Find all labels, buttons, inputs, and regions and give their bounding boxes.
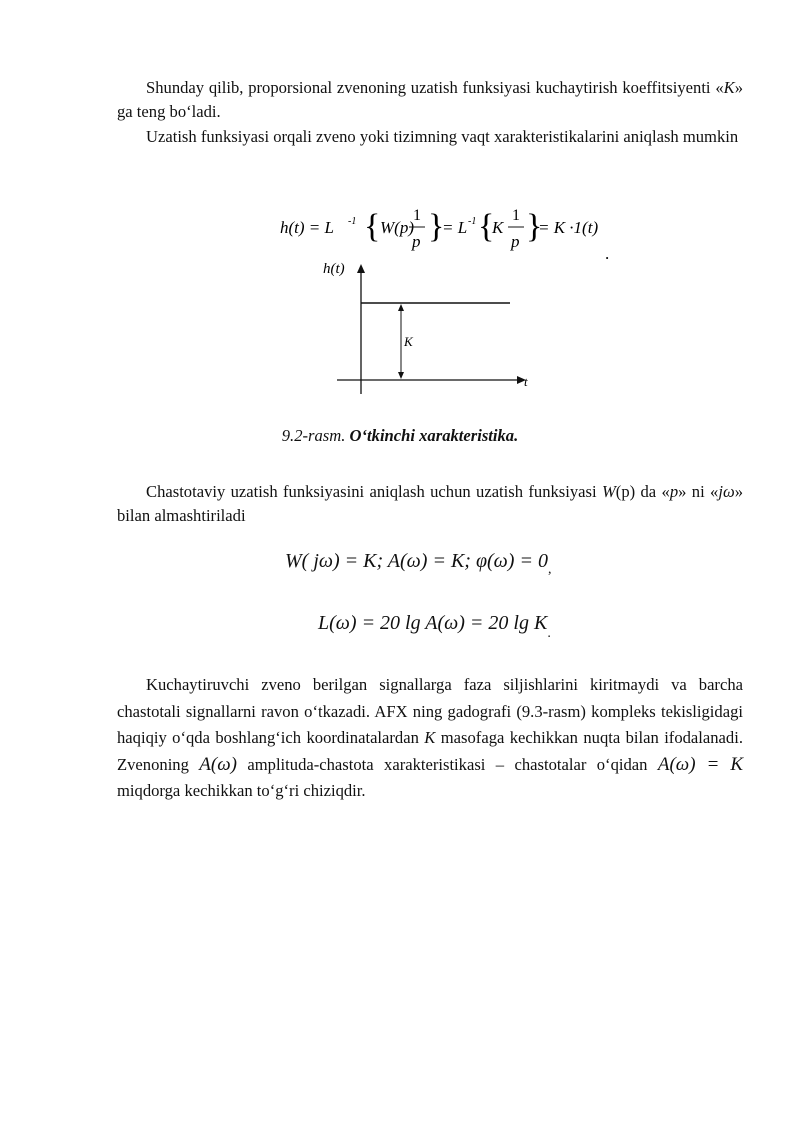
p1-k: K (723, 78, 735, 97)
y-axis-arrow (357, 264, 365, 273)
p4-part1: Kuchaytiruvchi zveno berilgan signallarga faza siljishlarini kiritmaydi va barcha chastotali signallarni ravon o‘tkazadi. AFX ning gadografi (9.3-rasm) kompleks tekisligidagi haqiqiy o‘qda boshlang‘ich koordinatalardan (117, 675, 743, 747)
p1-line2-pre: koeffitsiyenti « (622, 78, 724, 97)
paragraph-time-characteristics (117, 125, 743, 149)
p4-part4: miqdorga kechikkan to‘g‘ri chiziqdir. (117, 781, 366, 800)
p4-part3: amplituda-chastota xarakteristikasi – chastotalar o‘qidan (236, 754, 658, 774)
p3-mid: da « (635, 482, 670, 501)
eq1-eqL: = L (442, 218, 468, 237)
figure-caption (0, 426, 800, 446)
eq2-comma: , (547, 562, 552, 577)
x-axis-label: t (524, 374, 528, 389)
paragraph-proportional (117, 76, 743, 124)
caption-title: O‘tkinchi xarakteristika. (349, 426, 519, 445)
p4-Aw: A(ω) (199, 753, 237, 775)
p3-pre: Chastotaviy uzatish funksiyasini aniqlash uchun uzatish funksiyasi (146, 482, 602, 501)
eq1-inv2: -1 (468, 216, 477, 227)
eq1-K: K (492, 218, 504, 237)
y-axis-label: h(t) (323, 261, 345, 277)
p3-mid2: » ni « (678, 482, 719, 501)
paragraph-frequency (117, 480, 743, 528)
eq1-W: W(p) (380, 218, 414, 237)
p4-part2: masofaga kechikkan nuqta bilan ifodalanadi. Zvenoning (117, 728, 743, 774)
eq3-L: L(ω) = 20 lg A(ω) = 20 lg K (318, 612, 548, 634)
step-response-figure (320, 256, 540, 401)
p4-K: K (424, 728, 436, 747)
eq1-one-1: 1 (413, 207, 421, 224)
eq1-p-1: p (412, 232, 421, 251)
p1-line2-post: » ga teng bo‘ladi. (117, 78, 743, 121)
eq3-dot: . (547, 626, 551, 641)
eq1-p-2: p (511, 232, 520, 251)
p1-line1: Shunday qilib, proporsional zvenoning uzatish funksiyasi kuchaytirish (146, 78, 618, 97)
equation-frequency-response (285, 550, 551, 578)
eq1-dot: . (605, 244, 610, 263)
eq1-brace-open-2: { (478, 208, 495, 245)
eq1-h: h(t) = L (280, 218, 334, 237)
equation-log-amplitude (318, 612, 551, 642)
paragraph-amplifier (117, 672, 743, 805)
eq1-rhs: = K ·1(t) (538, 218, 599, 237)
k-arrow-top (398, 304, 404, 311)
eq1-one-2: 1 (512, 207, 520, 224)
p3-jw: jω (718, 482, 735, 501)
k-label: K (404, 334, 413, 349)
p3-W-arg: (p) (615, 482, 636, 501)
eq1-brace-close-1: } (428, 208, 445, 245)
eq1-inv1: -1 (348, 216, 357, 227)
eq2-text: W( jω) = K; A(ω) = K; φ(ω) = 0 (285, 550, 548, 572)
p3-W: W (601, 482, 616, 501)
eq1-brace-close-2: } (526, 208, 543, 245)
k-arrow-bottom (398, 372, 404, 379)
eq1-brace-open-1: { (364, 208, 381, 245)
p2-text: Uzatish funksiyasi orqali zveno yoki tizimning vaqt xarakteristikalarini aniqlash mumkin (146, 127, 739, 146)
p4-AwK: A(ω) = K (657, 753, 744, 775)
caption-number: 9.2-rasm. (281, 426, 346, 445)
p3-post: » bilan almashtiriladi (117, 482, 743, 525)
p3-p: p (669, 482, 679, 501)
